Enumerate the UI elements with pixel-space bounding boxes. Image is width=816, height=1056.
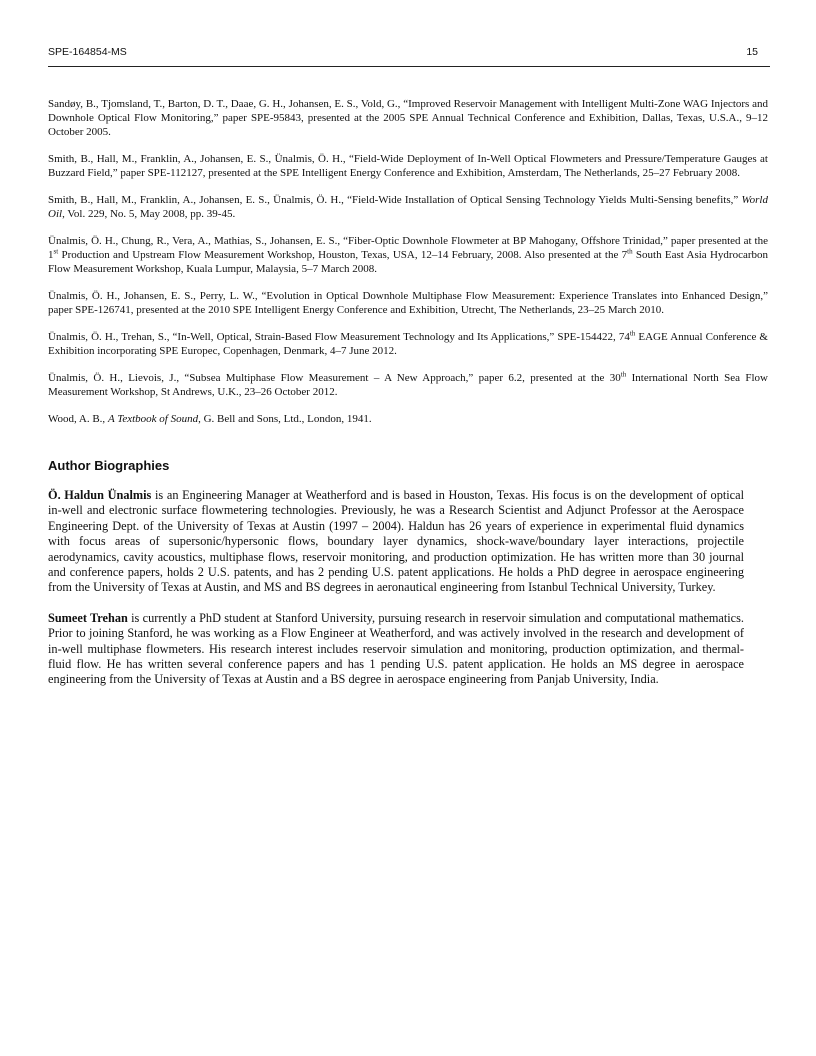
book-title: A Textbook of Sound — [107, 413, 199, 425]
reference-list — [48, 97, 768, 439]
reference-item: Smith, B., Hall, M., Franklin, A., Johansen, E. S., Ünalmis, Ö. H., “Field-Wide Deployment of In-Well Optical Flowmeters and Pressure/Temperature Gauges at Buzzard Field,” paper SPE-112127, presented at the SPE Intelligent Energy Conference and Exhibition, Amsterdam, The Netherlands, 25–27 February 2008. — [48, 153, 768, 179]
reference-item: Ünalmis, Ö. H., Lievois, J., “Subsea Multiphase Flow Measurement – A New Approach,” paper 6.2, presented at the 30th International North Sea Flow Measurement Workshop, St Andrews, U.K., 23–26 October 2012. — [48, 370, 768, 398]
reference-item: Smith, B., Hall, M., Franklin, A., Johansen, E. S., Ünalmis, Ö. H., “Field-Wide Installation of Optical Sensing Technology Yields Multi-Sensing benefits,” World Oil, Vol. 229, No. 5, May 2008, pp. 39-45. — [48, 194, 768, 220]
reference-item: Ünalmis, Ö. H., Trehan, S., “In-Well, Optical, Strain-Based Flow Measurement Technology and Its Applications,” SPE-154422, 74th EAGE Annual Conference & Exhibition incorporating SPE Europec, Copenhagen, Denmark, 4–7 June 2012. — [48, 329, 768, 357]
biography-list — [48, 488, 744, 703]
biography-item: Ö. Haldun Ünalmis is an Engineering Manager at Weatherford and is based in Houston, Texas. His focus is on the development of optical in-well and electronic surface flowmetering technologies. Previously, he was a Research Scientist and Adjunct Professor at the Aerospace Engineering Dept. of the University of Texas at Austin (1997 – 2004). Haldun has 26 years of experience in experimental fluid dynamics with focus areas of supersonic/hypersonic flows, boundary layer dynamics, shock-wave/boundary layer interactions, projectile aerodynamics, cavity acoustics, multiphase flows, reservoir monitoring, and production optimization. He has written more than 30 journal and conference papers, holds 2 U.S. patents, and has 2 pending U.S. patent applications. He holds a PhD degree in aerospace engineering from the University of Texas at Austin, and MS and BS degrees in aeronautical engineering from Istanbul Technical University, Turkey. — [48, 488, 745, 595]
author-name: Sumeet Trehan — [48, 610, 128, 625]
page-header — [48, 46, 768, 66]
reference-item: Ünalmis, Ö. H., Johansen, E. S., Perry, L. W., “Evolution in Optical Downhole Multiphase Flow Measurement: Experience Translates into Enhanced Design,” paper SPE-126741, presented at the 2010 SPE Intelligent Energy Conference and Exhibition, Utrecht, The Netherlands, 23–25 March 2010. — [48, 290, 768, 316]
section-heading: Author Biographies — [48, 458, 170, 473]
biography-item: Sumeet Trehan is currently a PhD student at Stanford University, pursuing research in reservoir simulation and computational mathematics. Prior to joining Stanford, he was working as a Flow Engineer at Weatherford, and was actively involved in the research and development of in-well multiphase flowmeters. His research interest includes reservoir simulation and monitoring, production optimization, and thermal-fluid flow. He has written several conference papers and has 1 pending U.S. patent application. He holds an MS degree in aerospace engineering from the University of Texas at Austin and a BS degree in aerospace engineering from Panjab University, India. — [48, 610, 744, 687]
page-number: 15 — [746, 46, 758, 58]
author-name: Ö. Haldun Ünalmis — [48, 488, 152, 502]
reference-item: Ünalmis, Ö. H., Chung, R., Vera, A., Mathias, S., Johansen, E. S., “Fiber-Optic Downhole Flowmeter at BP Mahogany, Offshore Trinidad,” paper presented at the 1st Production and Upstream Flow Measurement Workshop, Houston, Texas, USA, 12–14 February, 2008. Also presented at the 7th South East Asia Hydrocarbon Flow Measurement Workshop, Kuala Lumpur, Malaysia, 5–7 March 2008. — [48, 235, 768, 275]
header-rule — [48, 66, 770, 67]
paper-id: SPE-164854-MS — [48, 46, 127, 58]
reference-item: Sandøy, B., Tjomsland, T., Barton, D. T., Daae, G. H., Johansen, E. S., Vold, G., “Improved Reservoir Management with Intelligent Multi-Zone WAG Injectors and Downhole Optical Flow Monitoring,” paper SPE-95843, presented at the 2005 SPE Annual Technical Conference and Exhibition, Dallas, Texas, U.S.A., 9–12 October 2005. — [48, 98, 768, 138]
journal-title: World Oil — [48, 194, 768, 220]
reference-item: Wood, A. B., A Textbook of Sound, G. Bell and Sons, Ltd., London, 1941. — [48, 413, 372, 425]
